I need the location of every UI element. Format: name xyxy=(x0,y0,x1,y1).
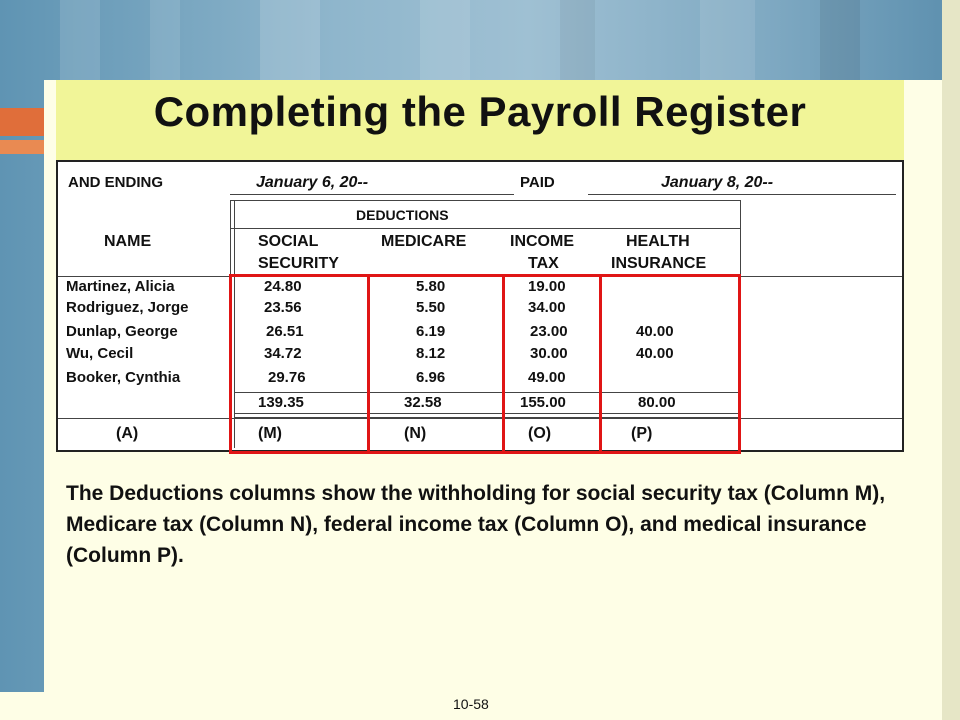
description-text: The Deductions columns show the withholding for social security tax (Column M), Medicare tax (Column N), federal income tax (Column O), and medical insurance (Column P). xyxy=(66,482,886,567)
col-header-health-2: INSURANCE xyxy=(611,255,707,272)
income-tax-value: 49.00 xyxy=(528,369,566,386)
slide-title: Completing the Payroll Register xyxy=(153,88,807,135)
medicare-value: 6.19 xyxy=(416,323,446,340)
health-insurance-value: 40.00 xyxy=(636,323,674,340)
col-header-social-1: SOCIAL xyxy=(258,233,319,250)
employee-name: Dunlap, George xyxy=(66,323,178,340)
paid-date-underline xyxy=(588,194,896,195)
col-header-income-1: INCOME xyxy=(510,233,574,250)
code-income-tax: (O) xyxy=(528,425,552,442)
period-date-underline xyxy=(230,194,514,195)
deductions-header: DEDUCTIONS xyxy=(356,207,449,223)
income-tax-total: 155.00 xyxy=(520,394,566,411)
income-tax-value: 19.00 xyxy=(528,278,566,295)
highlight-social-security-column xyxy=(229,274,370,454)
social-security-value: 24.80 xyxy=(264,278,302,295)
income-tax-value: 30.00 xyxy=(530,345,568,362)
medicare-value: 6.96 xyxy=(416,369,446,386)
health-insurance-value: 40.00 xyxy=(636,345,674,362)
medicare-total: 32.58 xyxy=(404,394,442,411)
code-medicare: (N) xyxy=(404,425,427,442)
health-insurance-total: 80.00 xyxy=(638,394,676,411)
col-header-medicare: MEDICARE xyxy=(381,233,467,250)
medicare-value: 5.50 xyxy=(416,299,446,316)
employee-name: Martinez, Alicia xyxy=(66,278,175,295)
paid-label: PAID xyxy=(520,174,555,191)
code-social-security: (M) xyxy=(258,425,282,442)
col-header-social-2: SECURITY xyxy=(258,255,339,272)
social-security-value: 29.76 xyxy=(268,369,306,386)
social-security-total: 139.35 xyxy=(258,394,304,411)
social-security-value: 26.51 xyxy=(266,323,304,340)
code-name: (A) xyxy=(116,425,139,442)
medicare-value: 8.12 xyxy=(416,345,446,362)
highlight-health-insurance-column xyxy=(599,274,741,454)
period-date: January 6, 20-- xyxy=(256,174,369,191)
employee-name: Rodriguez, Jorge xyxy=(66,299,189,316)
code-health-insurance: (P) xyxy=(631,425,653,442)
page-number: 10-58 xyxy=(453,696,489,712)
highlight-medicare-column xyxy=(367,274,505,454)
employee-name: Booker, Cynthia xyxy=(66,369,181,386)
right-border-bar xyxy=(942,0,960,720)
social-security-value: 23.56 xyxy=(264,299,302,316)
col-header-health-1: HEALTH xyxy=(626,233,690,250)
deductions-top-border xyxy=(230,200,741,201)
income-tax-value: 34.00 xyxy=(528,299,566,316)
col-header-income-2: TAX xyxy=(528,255,559,272)
highlight-income-tax-column xyxy=(502,274,602,454)
social-security-value: 34.72 xyxy=(264,345,302,362)
col-header-name: NAME xyxy=(104,233,152,250)
medicare-value: 5.80 xyxy=(416,278,446,295)
income-tax-value: 23.00 xyxy=(530,323,568,340)
period-label: AND ENDING xyxy=(68,174,164,191)
employee-name: Wu, Cecil xyxy=(66,345,134,362)
paid-date: January 8, 20-- xyxy=(661,174,774,191)
deductions-header-divider xyxy=(230,228,741,229)
